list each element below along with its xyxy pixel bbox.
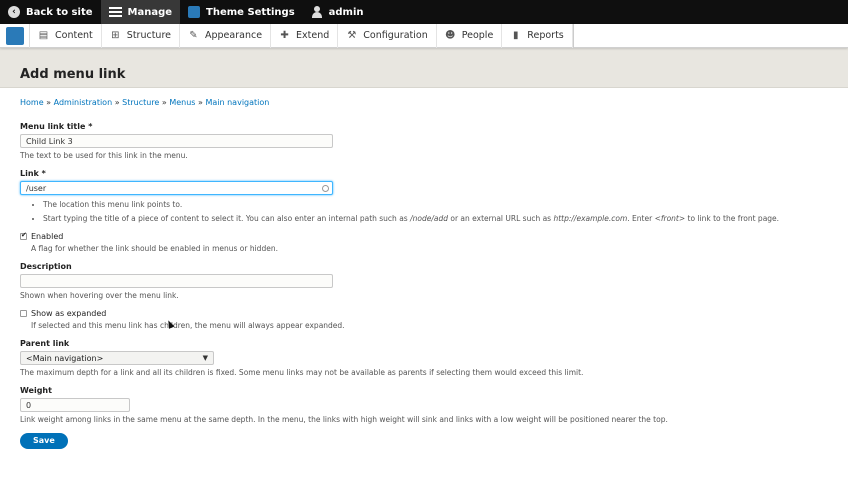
tray-item-label: Structure	[126, 30, 171, 41]
bar-chart-icon: ▮	[513, 30, 519, 41]
link-label: Link *	[20, 169, 46, 178]
description-label: Description	[20, 262, 72, 271]
people-icon: ☻	[445, 30, 456, 41]
parent-description: The maximum depth for a link and all its children is fixed. Some menu links may not be available as parents if selecting them would exceed this limit.	[20, 368, 584, 377]
title-label: Menu link title *	[20, 122, 93, 131]
user-label: admin	[328, 6, 364, 18]
chevron-down-icon: ▼	[202, 354, 208, 362]
autocomplete-icon	[322, 185, 329, 192]
tray-item-reports[interactable]	[502, 24, 572, 48]
enabled-description: A flag for whether the link should be enabled in menus or hidden.	[31, 244, 278, 253]
tray-item-configuration[interactable]	[338, 24, 436, 48]
sitemap-icon: ⊞	[111, 30, 120, 41]
tray-item-structure[interactable]	[102, 24, 180, 48]
parent-label: Parent link	[20, 339, 70, 348]
link-input[interactable]	[20, 181, 333, 195]
weight-input[interactable]: 0	[20, 398, 130, 412]
puzzle-icon: ✚	[280, 30, 289, 41]
title-description: The text to be used for this link in the menu.	[20, 151, 188, 160]
tray-item-label: People	[461, 30, 494, 41]
tray-item-label: Appearance	[205, 30, 263, 41]
admin-toolbar	[0, 0, 848, 24]
link-field	[20, 169, 828, 223]
main-content	[0, 88, 848, 449]
hamburger-icon	[109, 7, 122, 17]
parent-select-value: <Main navigation>	[26, 353, 104, 363]
expanded-description: If selected and this menu link has children, the menu will always appear expanded.	[31, 321, 345, 330]
enabled-field	[20, 232, 828, 253]
drupal-drop-icon	[188, 6, 200, 18]
breadcrumb-link[interactable]: Menus	[169, 98, 196, 107]
link-input-value: /user	[26, 184, 47, 193]
description-field	[20, 262, 828, 300]
user-tab[interactable]	[303, 0, 372, 24]
tray-item-label: Reports	[527, 30, 564, 41]
paintbrush-icon: ✎	[189, 30, 198, 41]
back-arrow-icon: ‹	[8, 6, 20, 18]
theme-settings-label: Theme Settings	[206, 6, 295, 18]
tray-item-appearance[interactable]	[180, 24, 271, 48]
expanded-checkbox[interactable]	[20, 310, 27, 317]
tray-spacer	[573, 24, 848, 48]
drupal-drop-icon	[6, 27, 24, 45]
tray-item-content[interactable]	[30, 24, 102, 48]
tray-item-label: Configuration	[363, 30, 428, 41]
document-icon: ▤	[38, 30, 49, 41]
weight-field	[20, 386, 828, 424]
title-field	[20, 122, 828, 160]
manage-tab[interactable]	[101, 0, 181, 24]
title-input[interactable]: Child Link 3	[20, 134, 333, 148]
user-icon	[311, 6, 323, 18]
breadcrumb-link[interactable]: Main navigation	[205, 98, 270, 107]
parent-select[interactable]	[20, 351, 214, 365]
back-to-site-label: Back to site	[26, 6, 93, 18]
expanded-field	[20, 309, 828, 330]
weight-label: Weight	[20, 386, 52, 395]
manage-label: Manage	[127, 6, 173, 18]
expanded-label[interactable]: Show as expanded	[31, 309, 107, 318]
admin-menu-tray	[0, 24, 848, 48]
wrench-icon: ⚒	[347, 30, 357, 41]
back-to-site-link[interactable]	[0, 0, 101, 24]
save-button[interactable]: Save	[20, 433, 68, 449]
link-description-item: • Start typing the title of a piece of content to select it. You can also enter an internal path such as /node/add or an external URL such as http://example.com. Enter <front> to link to the front page.	[43, 214, 828, 223]
link-description-item: • The location this menu link points to.	[43, 200, 828, 209]
weight-description: Link weight among links in the same menu at the same depth. In the menu, the links with high weight will sink and links with a low weight will be positioned nearer the top.	[20, 415, 668, 424]
breadcrumb-link[interactable]: Home	[20, 98, 44, 107]
description-input[interactable]	[20, 274, 333, 288]
page-title: Add menu link	[20, 67, 126, 82]
theme-settings-tab[interactable]	[180, 0, 303, 24]
breadcrumb-link[interactable]: Administration	[53, 98, 113, 107]
page-header	[0, 48, 848, 88]
drupal-logo[interactable]	[0, 24, 30, 48]
description-description: Shown when hovering over the menu link.	[20, 291, 179, 300]
breadcrumb-link[interactable]: Structure	[122, 98, 160, 107]
tray-item-label: Content	[55, 30, 93, 41]
tray-item-label: Extend	[296, 30, 330, 41]
breadcrumb: Home » Administration » Structure » Menus » Main navigation	[20, 98, 270, 107]
tray-item-people[interactable]	[437, 24, 503, 48]
tray-item-extend[interactable]	[271, 24, 338, 48]
parent-field	[20, 339, 828, 377]
enabled-checkbox[interactable]	[20, 233, 27, 240]
enabled-label[interactable]: Enabled	[31, 232, 64, 241]
link-description	[20, 200, 828, 223]
